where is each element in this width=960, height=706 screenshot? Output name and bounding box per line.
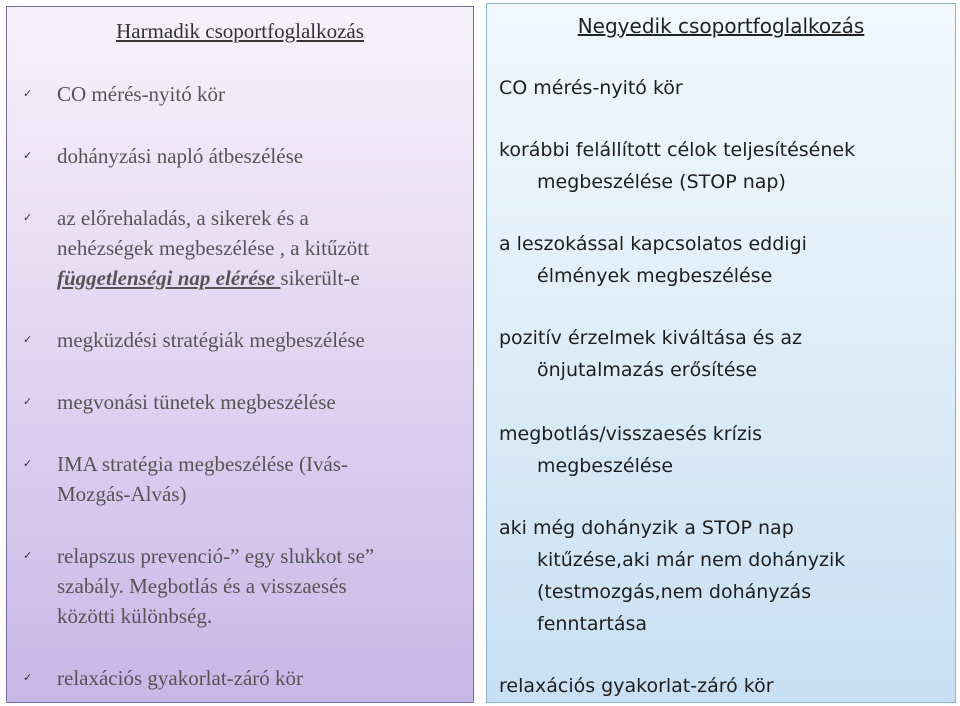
right-item-6-line-2: kitűzése,aki már nem dohányzik [537,549,846,571]
right-item-1-line-1: CO mérés-nyitó kör [499,77,683,99]
right-title: Negyedik csoportfoglalkozás [577,14,865,38]
right-item-6 [499,512,945,640]
right-item-5 [499,418,945,482]
right-item-3 [499,228,945,292]
right-item-7-line-1: relaxációs gyakorlat-záró kör [499,675,774,697]
check-icon: ✓ [23,333,33,346]
right-item-4 [499,322,945,386]
check-icon: ✓ [23,457,33,470]
left-item-3-line-1: az előrehaladás, a sikerek és a [57,206,309,230]
left-item-3-emphasis: függetlenségi nap elérése [57,266,281,290]
right-item-4-line-2: önjutalmazás erősítése [537,359,758,381]
left-item-2-line-1: dohányzási napló átbeszélése [57,144,304,168]
right-item-3-line-1: a leszokással kapcsolatos eddigi [499,233,807,255]
check-icon: ✓ [23,395,33,408]
left-title: Harmadik csoportfoglalkozás [116,19,364,43]
left-item-8-line-1: relaxációs gyakorlat-záró kör [57,666,304,690]
check-icon: ✓ [23,149,33,162]
left-item-5-line-1: megvonási tünetek megbeszélése [57,390,336,414]
right-item-6-line-3: (testmozgás,nem dohányzás [537,581,812,603]
left-panel [6,6,474,703]
left-item-7-line-2: szabály. Megbotlás és a visszaesés [57,574,347,598]
left-item-4-line-1: megküzdési stratégiák megbeszélése [57,328,365,352]
left-item-7-line-3: közötti különbség. [57,604,213,628]
left-item-6-line-1: IMA stratégia megbeszélése (Ivás- [57,452,348,476]
left-item-1-line-1: CO mérés-nyitó kör [57,82,225,106]
check-icon: ✓ [23,211,33,224]
right-item-5-line-1: megbotlás/visszaesés krízis [499,423,763,445]
left-item-3-line-3-rest: sikerült-e [280,266,360,290]
right-item-1 [499,72,945,104]
left-item-3-line-2: nehézségek megbeszélése , a kitűzött [57,236,369,260]
check-icon: ✓ [23,549,33,562]
check-icon: ✓ [23,87,33,100]
left-item-6-line-2: Mozgás-Alvás) [57,482,187,506]
right-item-2 [499,134,945,198]
right-item-6-line-4: fenntartása [537,613,648,635]
right-item-7 [499,670,945,702]
right-item-2-line-1: korábbi felállított célok teljesítésének [499,139,856,161]
right-panel [486,3,956,703]
check-icon: ✓ [23,671,33,684]
right-item-2-line-2: megbeszélése (STOP nap) [537,171,786,193]
right-item-6-line-1: aki még dohányzik a STOP nap [499,517,794,539]
right-item-5-line-2: megbeszélése [537,455,674,477]
right-item-4-line-1: pozitív érzelmek kiváltása és az [499,327,802,349]
right-item-3-line-2: élmények megbeszélése [537,265,773,287]
left-item-7-line-1: relapszus prevenció-” egy slukkot se” [57,544,375,568]
